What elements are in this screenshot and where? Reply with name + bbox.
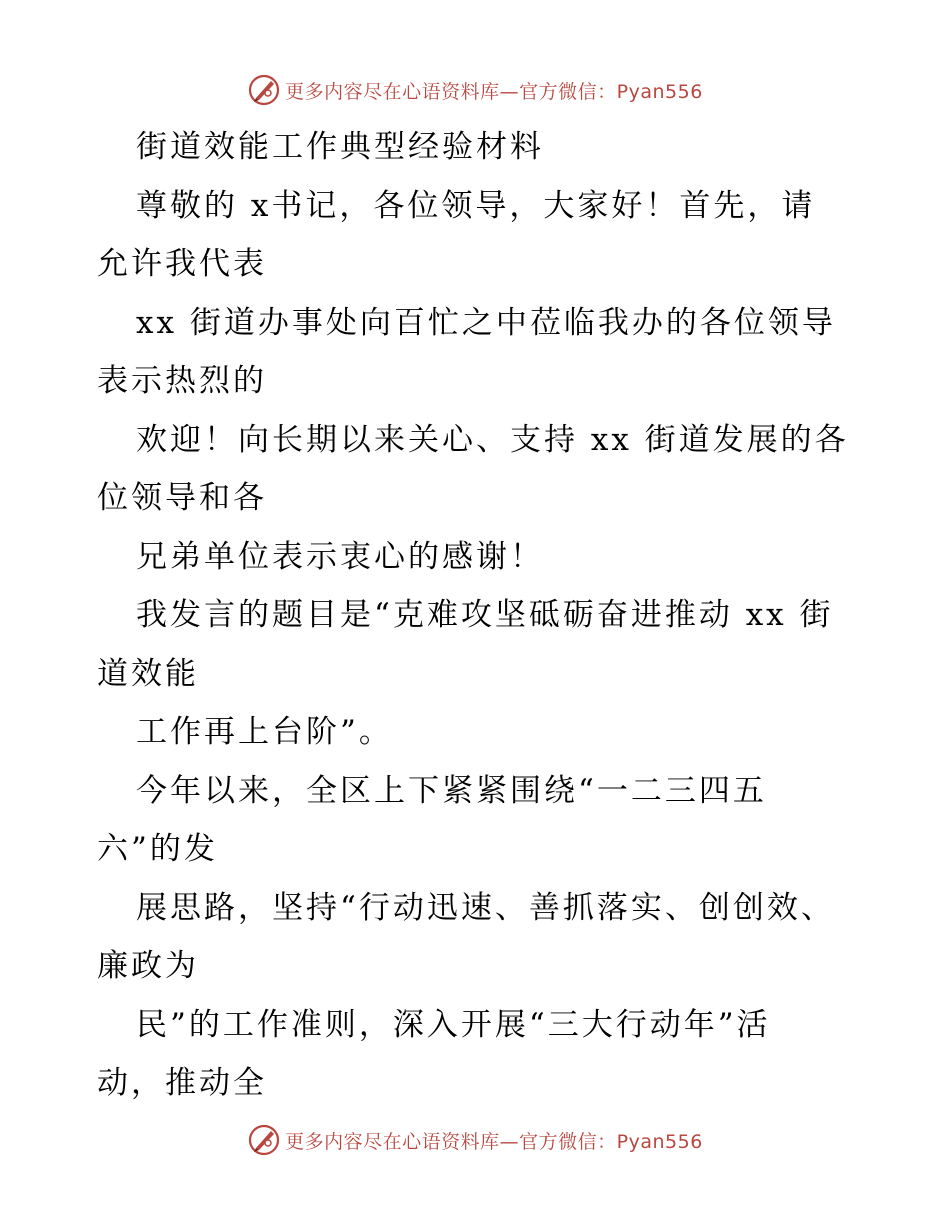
paragraph-line: 我发言的题目是“克难攻坚砥砺奋进推动 xx 街: [136, 597, 834, 633]
paragraph-line: 欢迎！向长期以来关心、支持 xx 街道发展的各: [136, 422, 849, 458]
paragraph-line: 今年以来，全区上下紧紧围绕“一二三四五: [136, 773, 767, 809]
paragraph-line: 廉政为: [97, 948, 199, 984]
paragraph-line: 六”的发: [97, 831, 218, 867]
paragraph-line: 动，推动全: [97, 1065, 267, 1101]
header-banner: [0, 70, 950, 110]
quill-seal-icon: [247, 73, 281, 107]
paragraph-line: 民”的工作准则，深入开展“三大行动年”活: [136, 1007, 771, 1043]
paragraph-line: 允许我代表: [97, 246, 267, 282]
paragraph-line: 展思路，坚持“行动迅速、善抓落实、创创效、: [136, 890, 835, 926]
quill-seal-icon: [247, 1123, 281, 1157]
footer-banner: [0, 1120, 950, 1160]
footer-banner-text: 更多内容尽在心语资料库—官方微信：Pyan556: [285, 1130, 703, 1153]
document-title: 街道效能工作典型经验材料: [136, 129, 544, 165]
paragraph-line: 位领导和各: [97, 480, 267, 516]
paragraph-line: xx 街道办事处向百忙之中莅临我办的各位领导: [136, 305, 836, 341]
paragraph-line: 道效能: [97, 656, 199, 692]
paragraph-line: 表示热烈的: [97, 363, 267, 399]
paragraph-line: 兄弟单位表示衷心的感谢！: [136, 539, 544, 575]
header-banner-text: 更多内容尽在心语资料库—官方微信：Pyan556: [285, 80, 703, 103]
paragraph-line: 尊敬的 x书记，各位领导，大家好！首先，请: [136, 188, 816, 224]
paragraph-line: 工作再上台阶”。: [136, 714, 393, 750]
